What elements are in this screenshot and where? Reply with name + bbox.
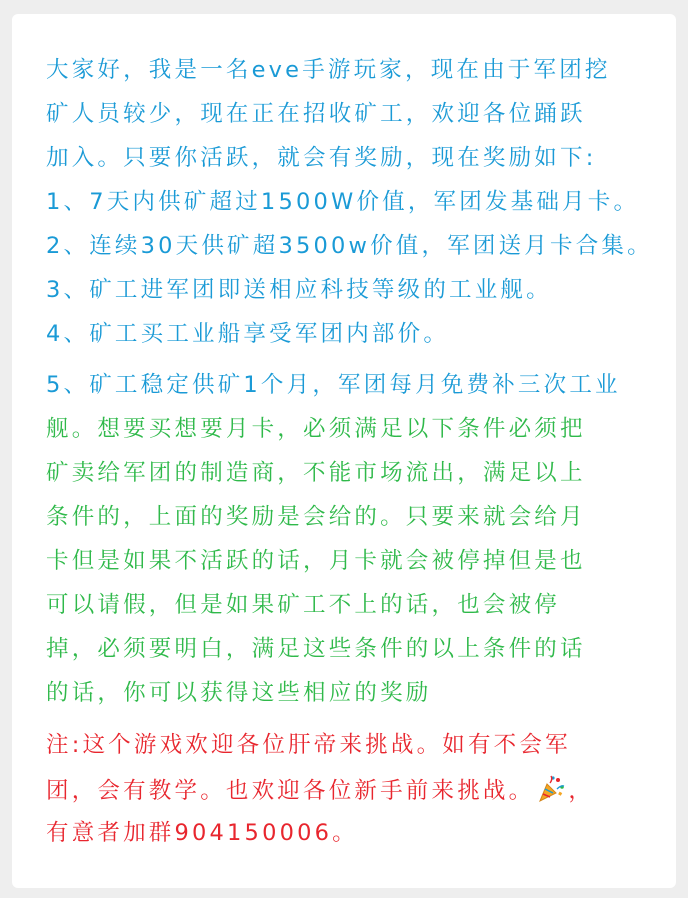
condition-line-2: 矿卖给军团的制造商，不能市场流出，满足以上 [46,460,586,486]
reward-item-4: 4、矿工买工业船享受军团内部价。 [46,321,450,347]
party-popper-icon [536,774,566,804]
reward-item-1: 1、7天内供矿超过1500W价值，军团发基础月卡。 [46,189,640,215]
join-group-line: 有意者加群904150006。 [46,820,358,846]
post-line-3: 加入。只要你活跃，就会有奖励，现在奖励如下: [46,145,597,171]
condition-line-5: 可以请假，但是如果矿工不上的话，也会被停 [46,592,561,618]
reward-item-5: 5、矿工稳定供矿1个月，军团每月免费补三次工业 [46,372,621,398]
note-line-2-text: 团，会有教学。也欢迎各位新手前来挑战。 [46,778,535,804]
condition-line-6: 掉，必须要明白，满足这些条件的以上条件的话 [46,636,586,662]
post-line-2: 矿人员较少，现在正在招收矿工，欢迎各位踊跃 [46,101,586,127]
condition-line-3: 条件的，上面的奖励是会给的。只要来就会给月 [46,504,586,530]
condition-line-4: 卡但是如果不活跃的话，月卡就会被停掉但是也 [46,548,586,574]
note-line-1: 注:这个游戏欢迎各位肝帝来挑战。如有不会军 [46,732,571,758]
post-line-1: 大家好，我是一名eve手游玩家，现在由于军团挖 [46,57,611,83]
reward-item-2: 2、连续30天供矿超3500w价值，军团送月卡合集。 [46,233,653,259]
note-line-2-tail: ， [568,778,595,804]
note-line-2 [46,774,594,806]
condition-line-1: 舰。想要买想要月卡，必须满足以下条件必须把 [46,416,586,442]
condition-line-7: 的话，你可以获得这些相应的奖励 [46,680,432,706]
reward-item-3: 3、矿工进军团即送相应科技等级的工业舰。 [46,277,552,303]
